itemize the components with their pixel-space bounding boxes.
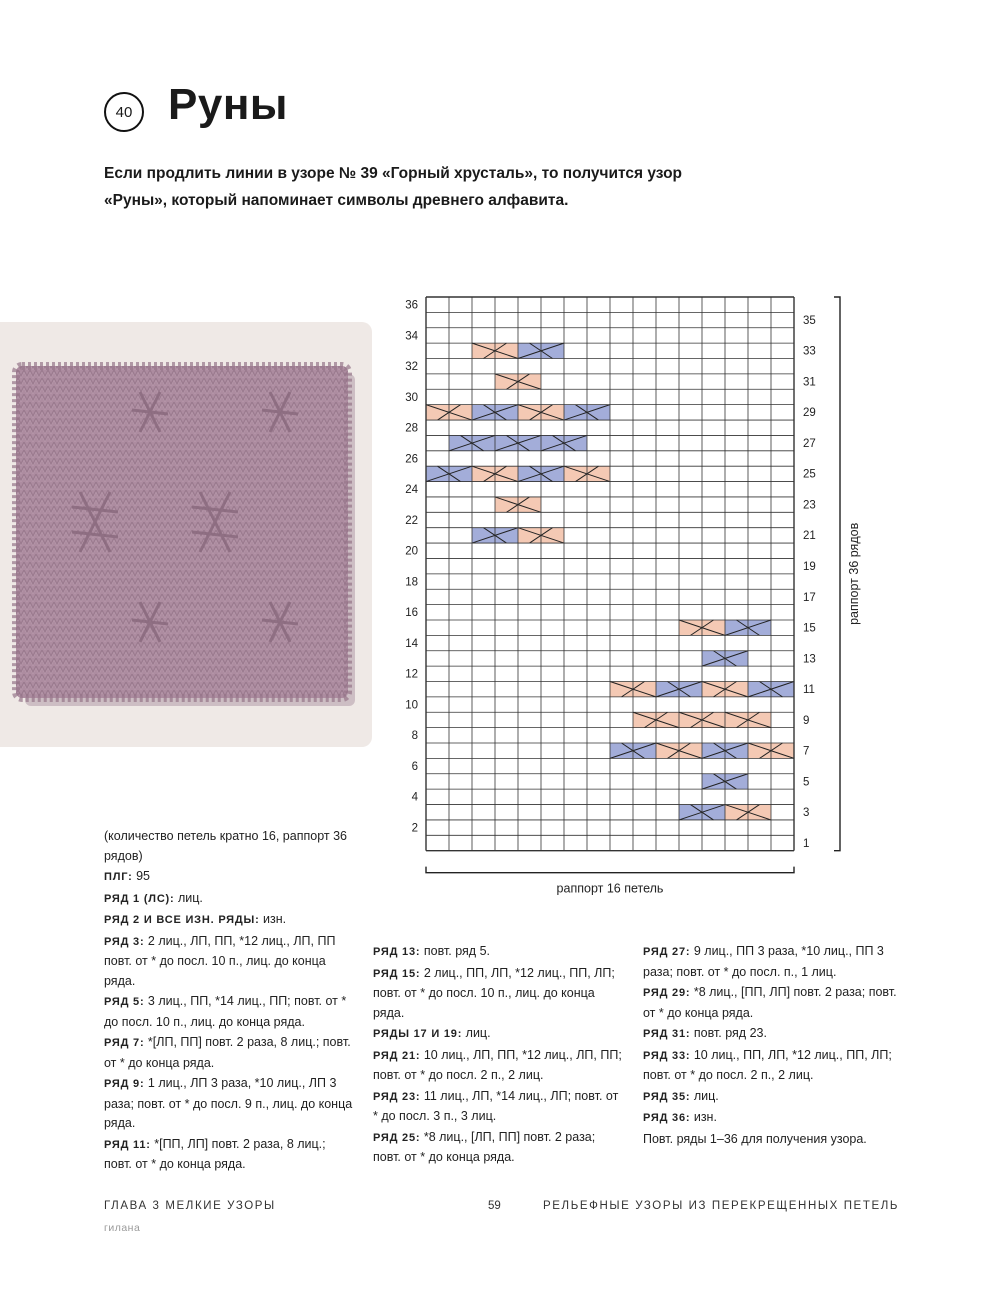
row-label-right: 33 xyxy=(803,345,816,358)
row-keyword: РЯД 29: xyxy=(643,987,691,999)
row-label-left: 4 xyxy=(411,791,418,804)
row-label-left: 16 xyxy=(405,607,418,620)
row-label-right: 27 xyxy=(803,437,816,450)
instructions-column-2 xyxy=(373,942,623,1169)
instruction-row xyxy=(643,983,903,1023)
row-label-right: 11 xyxy=(803,684,815,697)
instruction-row xyxy=(643,1087,903,1108)
row-label-left: 34 xyxy=(405,330,418,343)
repeat-bracket-bottom xyxy=(426,867,794,873)
instruction-row xyxy=(373,1128,623,1168)
row-keyword: РЯД 31: xyxy=(643,1028,691,1040)
row-text: лиц. xyxy=(174,890,203,905)
row-label-left: 26 xyxy=(405,453,418,466)
instruction-row xyxy=(373,942,623,963)
row-label-left: 12 xyxy=(405,668,418,681)
instruction-row xyxy=(104,1074,354,1134)
instruction-row xyxy=(373,1046,623,1086)
stitch-count-note: (количество петель кратно 16, раппорт 36 рядов) xyxy=(104,829,347,863)
watermark: гилана xyxy=(104,1222,141,1234)
row-keyword: РЯДЫ 17 И 19: xyxy=(373,1028,463,1040)
row-label-left: 30 xyxy=(405,391,418,404)
row-keyword: РЯД 15: xyxy=(373,967,421,980)
row-text: 2 лиц., ЛП, ПП, *12 лиц., ЛП, ПП повт. от * до посл. 10 п., лиц. до конца ряда. xyxy=(104,933,336,988)
row-label-right: 35 xyxy=(803,314,816,327)
instruction-row xyxy=(643,942,903,982)
row-label-right: 19 xyxy=(803,560,816,573)
instruction-row xyxy=(373,1087,623,1127)
row-keyword: РЯД 35: xyxy=(643,1090,691,1103)
repeat-bracket-side xyxy=(834,297,840,851)
row-text: Повт. ряды 1–36 для получения узора. xyxy=(643,1131,867,1146)
row-label-left: 28 xyxy=(405,422,418,435)
row-label-right: 5 xyxy=(803,776,810,789)
row-label-left: 6 xyxy=(411,760,418,773)
instruction-row xyxy=(104,992,354,1032)
row-label-left: 24 xyxy=(405,484,418,497)
row-text: 9 лиц., ПП 3 раза, *10 лиц., ПП 3 раза; повт. от * до посл. п., 1 лиц. xyxy=(643,944,884,979)
pattern-number-badge xyxy=(104,92,144,132)
row-label-right: 7 xyxy=(803,745,810,758)
instruction-row xyxy=(643,1130,903,1150)
instruction-row xyxy=(104,932,354,992)
instruction-row xyxy=(373,1024,623,1045)
instruction-row xyxy=(643,1108,903,1129)
knitted-swatch-image xyxy=(0,322,372,747)
row-label-right: 13 xyxy=(803,653,816,666)
row-label-right: 31 xyxy=(803,376,816,389)
row-text: 10 лиц., ЛП, ПП, *12 лиц., ЛП, ПП; повт. от * до посл. 2 п., 2 лиц. xyxy=(373,1047,622,1082)
row-keyword: РЯД 13: xyxy=(373,946,421,958)
row-keyword: РЯД 5: xyxy=(104,996,145,1008)
row-keyword: РЯД 25: xyxy=(373,1131,421,1144)
row-keyword: РЯД 9: xyxy=(104,1078,145,1090)
row-text: 2 лиц., ПП, ЛП, *12 лиц., ПП, ЛП; повт. от * до посл. 10 п., лиц. до конца ряда. xyxy=(373,965,615,1020)
footer-chapter: ГЛАВА 3 МЕЛКИЕ УЗОРЫ xyxy=(104,1200,276,1212)
side-repeat-label: раппорт 36 рядов xyxy=(847,522,861,625)
row-text: повт. ряд 5. xyxy=(420,944,490,958)
page-number: 59 xyxy=(488,1200,501,1212)
row-label-left: 8 xyxy=(411,730,418,743)
row-label-left: 18 xyxy=(405,576,418,589)
row-label-left: 10 xyxy=(405,699,418,712)
row-keyword: РЯД 7: xyxy=(104,1037,145,1049)
row-label-left: 20 xyxy=(405,545,418,558)
row-label-right: 23 xyxy=(803,499,816,512)
row-label-right: 21 xyxy=(803,530,816,543)
intro-text: Если продлить линии в узоре № 39 «Горный хрусталь», то получится узор «Руны», который напоминает символы древнего алфавита. xyxy=(104,165,683,209)
instruction-row xyxy=(104,889,354,910)
row-text: *8 лиц., [ЛП, ПП] повт. 2 раза; повт. от * до конца ряда. xyxy=(373,1129,596,1164)
row-label-left: 2 xyxy=(411,822,418,835)
swatch-photo xyxy=(0,322,372,747)
row-keyword: РЯД 36: xyxy=(643,1112,691,1124)
row-label-right: 1 xyxy=(803,837,810,850)
row-label-left: 32 xyxy=(405,361,418,374)
row-label-right: 17 xyxy=(803,591,816,604)
row-text: повт. ряд 23. xyxy=(690,1026,767,1040)
row-text: лиц. xyxy=(462,1026,491,1040)
knitting-chart xyxy=(396,288,861,898)
instructions-column-1 xyxy=(104,827,354,1176)
row-text: 11 лиц., ЛП, *14 лиц., ЛП; повт. от * до посл. 3 п., 3 лиц. xyxy=(373,1088,619,1123)
instruction-row xyxy=(104,1135,354,1175)
row-keyword: РЯД 27: xyxy=(643,946,691,958)
row-label-right: 3 xyxy=(803,807,810,820)
instruction-row xyxy=(643,1024,903,1045)
footer-section: РЕЛЬЕФНЫЕ УЗОРЫ ИЗ ПЕРЕКРЕЩЕННЫХ ПЕТЕЛЬ xyxy=(543,1200,900,1212)
row-keyword: РЯД 21: xyxy=(373,1049,421,1062)
row-text: *[ЛП, ПП] повт. 2 раза, 8 лиц.; повт. от * до конца ряда. xyxy=(104,1035,351,1070)
instruction-row xyxy=(104,910,354,931)
row-label-right: 15 xyxy=(803,622,816,635)
row-keyword: РЯД 2 И ВСЕ ИЗН. РЯДЫ: xyxy=(104,914,260,926)
row-label-right: 29 xyxy=(803,407,816,420)
row-text: 10 лиц., ПП, ЛП, *12 лиц., ПП, ЛП; повт. от * до посл. 2 п., 2 лиц. xyxy=(643,1047,892,1082)
row-label-right: 9 xyxy=(803,714,810,727)
page-title: Руны xyxy=(168,80,288,129)
row-text: 3 лиц., ПП, *14 лиц., ПП; повт. от * до посл. 10 п., лиц. до конца ряда. xyxy=(104,994,347,1029)
row-keyword: РЯД 23: xyxy=(373,1090,421,1103)
row-text: изн. xyxy=(690,1110,717,1124)
row-text: *[ПП, ЛП] повт. 2 раза, 8 лиц.; повт. от * до конца ряда. xyxy=(104,1136,326,1171)
row-label-left: 14 xyxy=(405,637,418,650)
row-keyword: РЯД 33: xyxy=(643,1049,691,1062)
row-text: лиц. xyxy=(690,1088,719,1103)
instruction-row xyxy=(373,964,623,1024)
row-keyword: РЯД 11: xyxy=(104,1138,151,1151)
row-text: *8 лиц., [ПП, ЛП] повт. 2 раза; повт. от * до конца ряда. xyxy=(643,985,897,1020)
instructions-column-3 xyxy=(643,942,903,1150)
instruction-row xyxy=(104,1033,354,1073)
row-text: 1 лиц., ЛП 3 раза, *10 лиц., ЛП 3 раза; повт. от * до посл. 9 п., лиц. до конца ряда. xyxy=(104,1076,353,1130)
row-label-right: 25 xyxy=(803,468,816,481)
row-text: изн. xyxy=(259,912,287,926)
pattern-number: 40 xyxy=(115,103,133,121)
instruction-row xyxy=(643,1046,903,1086)
row-label-left: 36 xyxy=(405,299,418,312)
bottom-repeat-label: раппорт 16 петель xyxy=(556,881,664,896)
row-keyword: РЯД 3: xyxy=(104,935,145,948)
row-keyword: РЯД 1 (ЛС): xyxy=(104,892,175,905)
plg-line: ПЛГ: 95 xyxy=(104,869,150,883)
row-label-left: 22 xyxy=(405,514,418,527)
